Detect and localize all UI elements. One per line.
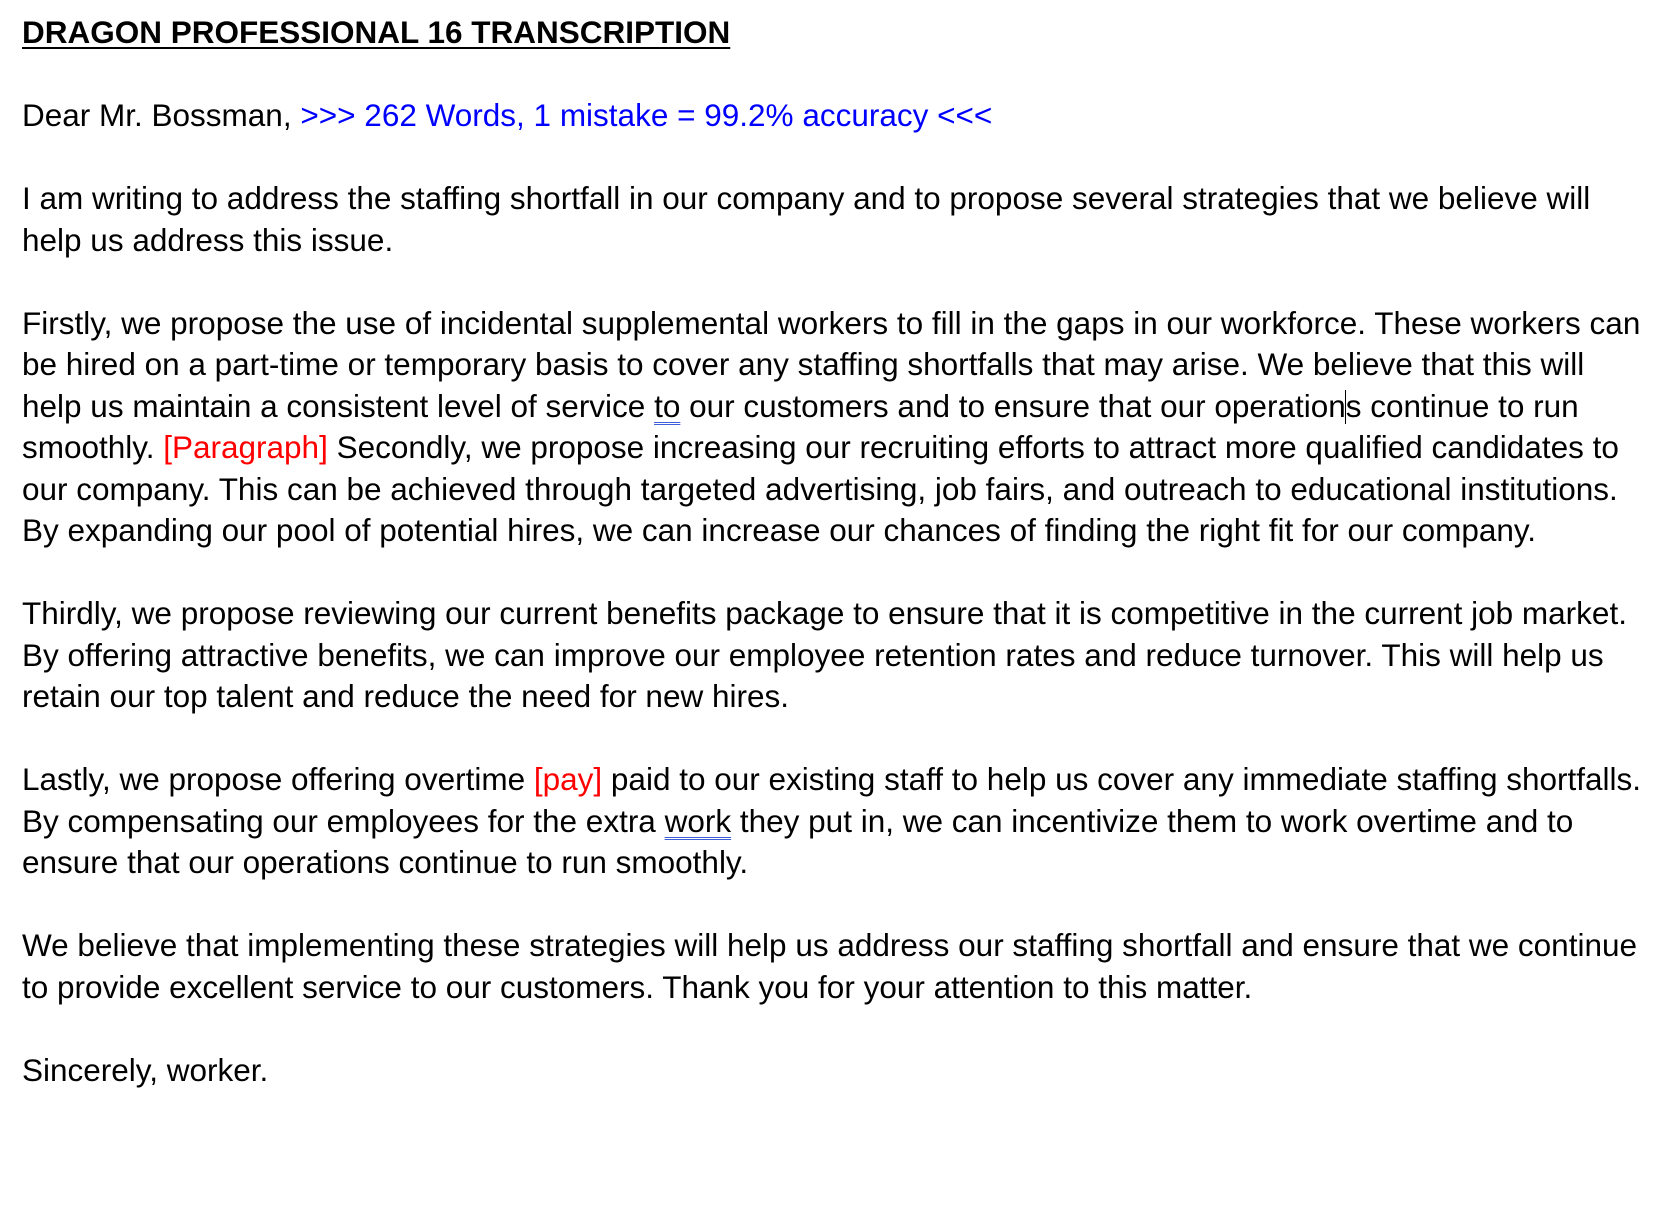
paragraph-thirdly: Thirdly, we propose reviewing our current benefits package to ensure that it is competitive in the current job market. By offering attractive benefits, we can improve our employee retention rates and reduce turnover. This will help us retain our top talent and reduce the need for new hires. bbox=[22, 595, 1627, 714]
document-title: DRAGON PROFESSIONAL 16 TRANSCRIPTION bbox=[22, 14, 731, 50]
paragraph-lastly-text-1: Lastly, we propose offering overtime bbox=[22, 761, 534, 797]
paragraph-command-marker: [Paragraph] bbox=[163, 429, 328, 465]
paragraph-firstly-text-2: our customers and to ensure that our operation bbox=[680, 387, 1346, 424]
salutation-line bbox=[22, 95, 1650, 137]
paragraph-firstly bbox=[22, 303, 1650, 552]
paragraph-conclusion: We believe that implementing these strategies will help us address our staffing shortfall and ensure that we continue to provide excellent service to our customers. Thank you for your attention to this matter. bbox=[22, 927, 1638, 1005]
salutation-greeting: Dear Mr. Bossman, bbox=[22, 97, 292, 133]
paragraph-intro: I am writing to address the staffing shortfall in our company and to propose several strategies that we believe will help us address this issue. bbox=[22, 180, 1591, 258]
paragraph-lastly-text-3: they put in, we can incentivize them to work overtime and to ensure that our operations continue to run smoothly. bbox=[22, 802, 1574, 880]
grammar-flag-to[interactable]: to bbox=[654, 387, 681, 424]
closing-line: Sincerely, worker. bbox=[22, 1051, 269, 1088]
paragraph-firstly-text-1: Firstly, we propose the use of incidental supplemental workers to fill in the gaps in our workforce. These workers can be hired on a part-time or temporary basis to cover any staffing shortfalls that may arise. We believe that this will help us maintain a consistent level of service bbox=[22, 304, 1641, 424]
paragraph-firstly-text-3: s continue to run smoothly. bbox=[22, 387, 1579, 465]
paragraph-lastly-text-2: paid to our existing staff to help us cover any immediate staffing shortfalls. By compensating our employees for the extra bbox=[22, 761, 1642, 839]
paragraph-secondly-text: Secondly, we propose increasing our recruiting efforts to attract more qualified candidates to our company. This can be achieved through targeted advertising, job fairs, and outreach to educational institutions. By expanding our pool of potential hires, we can increase our chances of finding the right fit for our company. bbox=[22, 429, 1619, 548]
grammar-flag-work[interactable]: work bbox=[664, 802, 732, 839]
paragraph-lastly bbox=[22, 759, 1650, 884]
error-marker-pay: [pay] bbox=[533, 761, 603, 797]
document-body[interactable] bbox=[22, 12, 1650, 1091]
accuracy-note: >>> 262 Words, 1 mistake = 99.2% accuracy <<< bbox=[300, 97, 993, 133]
